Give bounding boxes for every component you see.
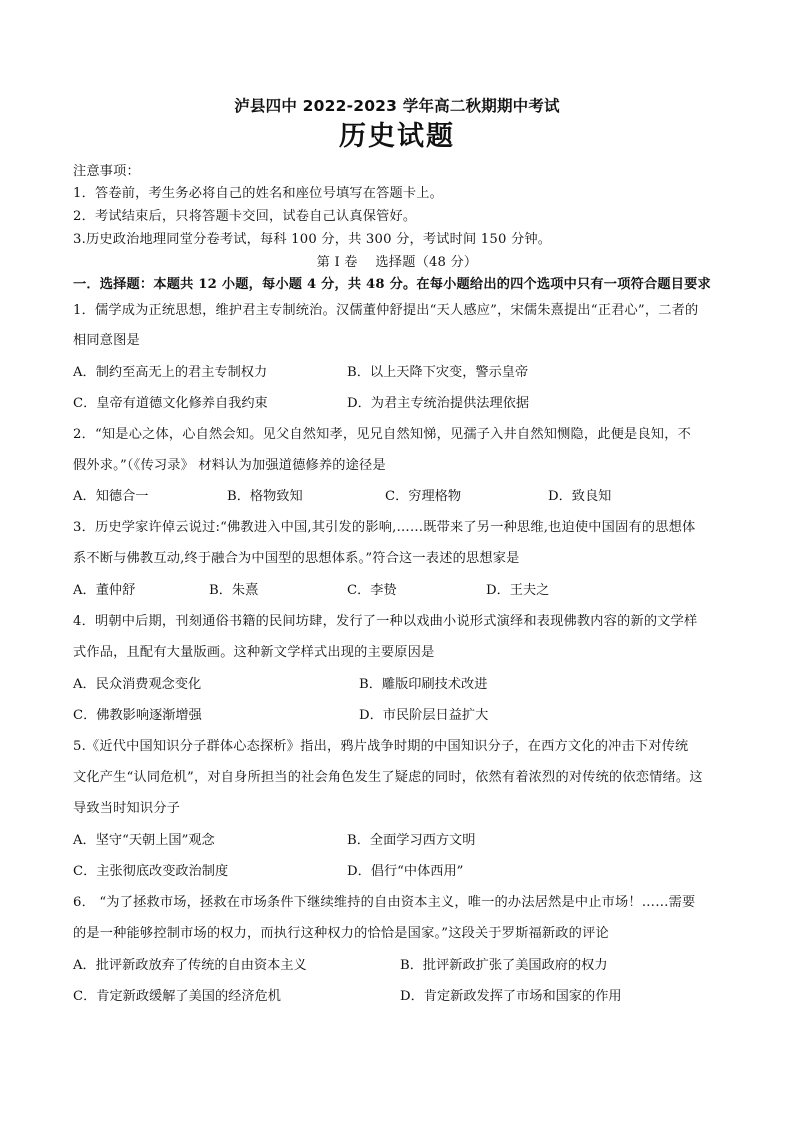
option-b: B．批评新政扩张了美国政府的权力	[400, 958, 608, 973]
option-b: B．雕版印刷技术改进	[359, 677, 488, 692]
option-a: A．民众消费观念变化	[73, 677, 202, 692]
option-b: B．朱熹	[209, 583, 259, 598]
option-d: D．为君主专统治提供法理依据	[347, 396, 530, 411]
notice-item: 2．考试结束后，只将答题卡交回，试卷自己认真保管好。	[73, 209, 417, 224]
notice-item: 1．答卷前，考生务必将自己的姓名和座位号填写在答题卡上。	[73, 186, 444, 201]
option-d: D．市民阶层日益扩大	[359, 708, 489, 723]
question-6-line: 的是一种能够控制市场的权力，而执行这种权力的恰恰是国家。”这段关于罗斯福新政的评论	[73, 926, 609, 941]
question-2-line: 假外求。”（《传习录》 材料认为加强道德修养的途径是	[73, 458, 386, 473]
option-c: C．皇帝有道德文化修养自我约束	[73, 396, 268, 411]
question-3-line: 系不断与佛教互动,终于融合为中国型的思想体系。”符合这一表述的思想家是	[73, 551, 520, 566]
option-c: C．李贽	[347, 583, 397, 598]
option-a: A．知德合一	[73, 489, 149, 504]
question-3-line: 3．历史学家许倬云说过:“佛教进入中国,其引发的影响,……既带来了另一种思维,也迫使中国固有的思想体	[73, 520, 696, 535]
section-instruction	[73, 276, 711, 294]
option-a: A．批评新政放弃了传统的自由资本主义	[73, 958, 307, 973]
option-d: D．肯定新政发挥了市场和国家的作用	[400, 989, 622, 1004]
instruction-label: 一．选择题：	[73, 277, 154, 292]
option-c: C．佛教影响逐渐增强	[73, 708, 202, 723]
notice-item: 3.历史政治地理同堂分卷考试，每科 100 分，共 300 分，考试时间 150 分钟。	[73, 232, 552, 247]
question-4-line: 4．明朝中后期，刊刻通俗书籍的民间坊肆，发行了一种以戏曲小说形式演绎和表现佛教内容的新的文学样	[73, 614, 698, 629]
option-d: D．倡行“中体西用”	[347, 864, 464, 879]
option-c: C．肯定新政缓解了美国的经济危机	[73, 989, 281, 1004]
option-b: B．全面学习西方文明	[347, 833, 476, 848]
question-2-line: 2．“知是心之体，心自然会知。见父自然知孝，见兄自然知悌，见孺子入井自然知恻隐，此便是良知，不	[73, 427, 691, 442]
question-1-line: 相同意图是	[73, 333, 140, 348]
option-b: B．以上天降下灾变，警示皇帝	[347, 365, 529, 380]
question-5-line: 文化产生“认同危机”，对自身所担当的社会角色发生了疑虑的同时，依然有着浓烈的对传统的依恋情绪。这	[73, 770, 703, 785]
notice-heading: 注意事项：	[73, 164, 140, 179]
part-title: 第 I 卷 选择题（48 分）	[316, 255, 478, 270]
option-b: B．格物致知	[227, 489, 303, 504]
instruction-text: 本题共 12 小题，每小题 4 分，共 48 分。在每小题给出的四个选项中只有一项符合题目要求	[153, 277, 711, 292]
option-d: D．王夫之	[486, 583, 550, 598]
exam-subtitle: 泸县四中 2022-2023 学年高二秋期期中考试	[234, 97, 560, 115]
option-a: A．坚守“天朝上国”观念	[73, 833, 215, 848]
option-c: C．主张彻底改变政治制度	[73, 864, 229, 879]
question-6-line: 6． “为了拯救市场，拯救在市场条件下继续维持的自由资本主义，唯一的办法居然是中止市场！……需要	[73, 895, 696, 910]
question-4-line: 式作品，且配有大量版画。这种新文学样式出现的主要原因是	[73, 645, 435, 660]
option-d: D．致良知	[548, 489, 612, 504]
question-5-line: 导致当时知识分子	[73, 801, 181, 816]
option-c: C．穷理格物	[385, 489, 462, 504]
question-5-line: 5.《近代中国知识分子群体心态探析》指出，鸦片战争时期的中国知识分子，在西方文化的冲击下对传统	[73, 739, 689, 754]
question-1-line: 1．儒学成为正统思想，维护君主专制统治。汉儒董仲舒提出“天人感应”，宋儒朱熹提出“正君心”，二者的	[73, 303, 699, 318]
option-a: A．制约至高无上的君主专制权力	[73, 365, 268, 380]
option-a: A．董仲舒	[73, 583, 136, 598]
page-title: 历史试题	[339, 121, 455, 152]
